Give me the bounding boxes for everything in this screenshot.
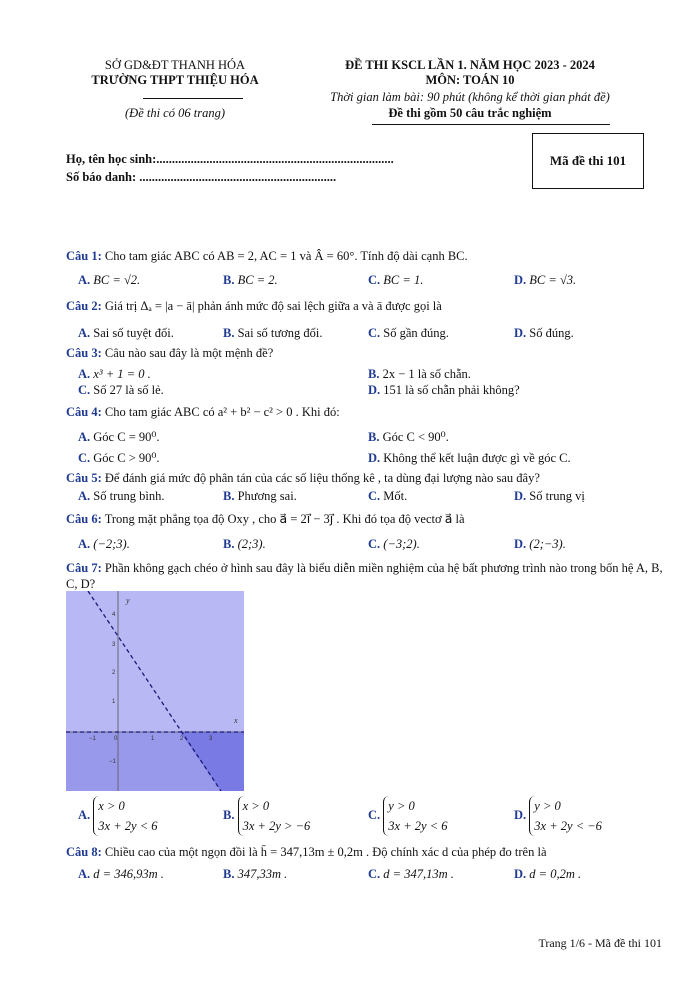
option[interactable]: A. Góc C = 90⁰. [78,430,160,444]
option[interactable]: C. Số 27 là số lẻ. [78,383,164,397]
exam-code-box: Mã đề thi 101 [532,133,644,189]
dept-name: SỞ GD&ĐT THANH HÓA [104,58,246,72]
option[interactable]: D. d = 0,2m . [514,867,582,881]
question-count: Đề thi gồm 50 câu trắc nghiệm [388,106,552,120]
y-tick: 2 [112,670,116,676]
question-4: Câu 4: Cho tam giác ABC có a² + b² − c² > 0 . Khi đó: [66,405,340,419]
pages-note: (Đề thi có 06 trang) [125,106,225,120]
x-axis-label: x [234,716,238,725]
option[interactable]: D. Không thể kết luận được gì về góc C. [368,451,571,465]
y-axis-label: y [126,596,130,605]
question-3: Câu 3: Câu nào sau đây là một mệnh đề? [66,346,274,360]
student-name-field: Họ, tên học sinh:............................................................................ [66,152,394,166]
option[interactable]: A. Sai số tuyệt đối. [78,326,174,340]
option[interactable]: A. d = 346,93m . [78,867,164,881]
option[interactable]: B. Sai số tương đối. [223,326,323,340]
school-name: TRƯỜNG THPT THIỆU HÓA [91,73,259,87]
question-5: Câu 5: Để đánh giá mức độ phân tán của các số liệu thống kê , ta dùng đại lượng nào sau đây? [66,471,540,485]
x-tick: −1 [89,736,96,742]
y-tick: −1 [109,759,116,765]
option[interactable]: B. (2;3). [223,537,266,551]
option[interactable]: D. 151 là số chẵn phải không? [368,383,520,397]
option[interactable]: B. 2x − 1 là số chẵn. [368,367,471,381]
x-tick: 2 [180,736,184,742]
option[interactable]: A. (−2;3). [78,537,130,551]
option[interactable]: D. BC = √3. [514,273,577,287]
question-2: Câu 2: Giá trị Δₐ = |a − ā| phản ánh mức độ sai lệch giữa a và ā được gọi là [66,299,442,313]
y-tick: 3 [112,642,116,648]
option[interactable]: C. Góc C > 90⁰. [78,451,160,465]
y-tick: 4 [112,612,116,618]
option[interactable]: C. y > 0 3x + 2y < 6 [368,796,448,836]
exam-time: Thời gian làm bài: 90 phút (không kể thời gian phát đề) [330,90,610,104]
option[interactable]: B. BC = 2. [223,273,278,287]
page-footer: Trang 1/6 - Mã đề thi 101 [538,936,662,950]
y-tick: 1 [112,699,116,705]
option[interactable]: A. x > 0 3x + 2y < 6 [78,796,158,836]
student-id-field: Số báo danh: ............................................................... [66,170,337,184]
option[interactable]: A. BC = √2. [78,273,141,287]
question-8: Câu 8: Chiều cao của một ngọn đồi là h̄ = 347,13m ± 0,2m . Độ chính xác d của phép đo trên là [66,845,547,859]
option[interactable]: D. y > 0 3x + 2y < −6 [514,796,602,836]
x-tick: 1 [151,736,155,742]
option[interactable]: A. Số trung bình. [78,489,165,503]
option[interactable]: B. 347,33m . [223,867,288,881]
exam-title: ĐỀ THI KSCL LẦN 1. NĂM HỌC 2023 - 2024 [345,58,595,72]
option[interactable]: C. BC = 1. [368,273,424,287]
question-7: Câu 7: Phần không gạch chéo ở hình sau đây là biểu diễn miền nghiệm của hệ bất phương trình nào trong bốn hệ A, B, C, D? [66,561,663,591]
option[interactable]: D. (2;−3). [514,537,566,551]
divider [372,124,610,125]
question-1: Câu 1: Cho tam giác ABC có AB = 2, AC = 1 và Â = 60°. Tính độ dài cạnh BC. [66,249,468,263]
x-tick: 3 [209,736,213,742]
question-6: Câu 6: Trong mặt phẳng tọa độ Oxy , cho a⃗ = 2i⃗ − 3j⃗ . Khi đó tọa độ vectơ a⃗ là [66,512,465,526]
subject: MÔN: TOÁN 10 [425,73,515,87]
option[interactable]: C. Số gần đúng. [368,326,449,340]
option[interactable]: C. Mốt. [368,489,408,503]
inequality-graph [66,591,244,791]
option[interactable]: C. d = 347,13m . [368,867,454,881]
option[interactable]: B. Góc C < 90⁰. [368,430,449,444]
option[interactable]: B. x > 0 3x + 2y > −6 [223,796,310,836]
divider [143,98,243,99]
x-tick: 0 [114,736,118,742]
option[interactable]: B. Phương sai. [223,489,297,503]
option[interactable]: D. Số trung vị [514,489,585,503]
option[interactable]: C. (−3;2). [368,537,420,551]
option[interactable]: A. x³ + 1 = 0 . [78,367,151,381]
option[interactable]: D. Số đúng. [514,326,574,340]
